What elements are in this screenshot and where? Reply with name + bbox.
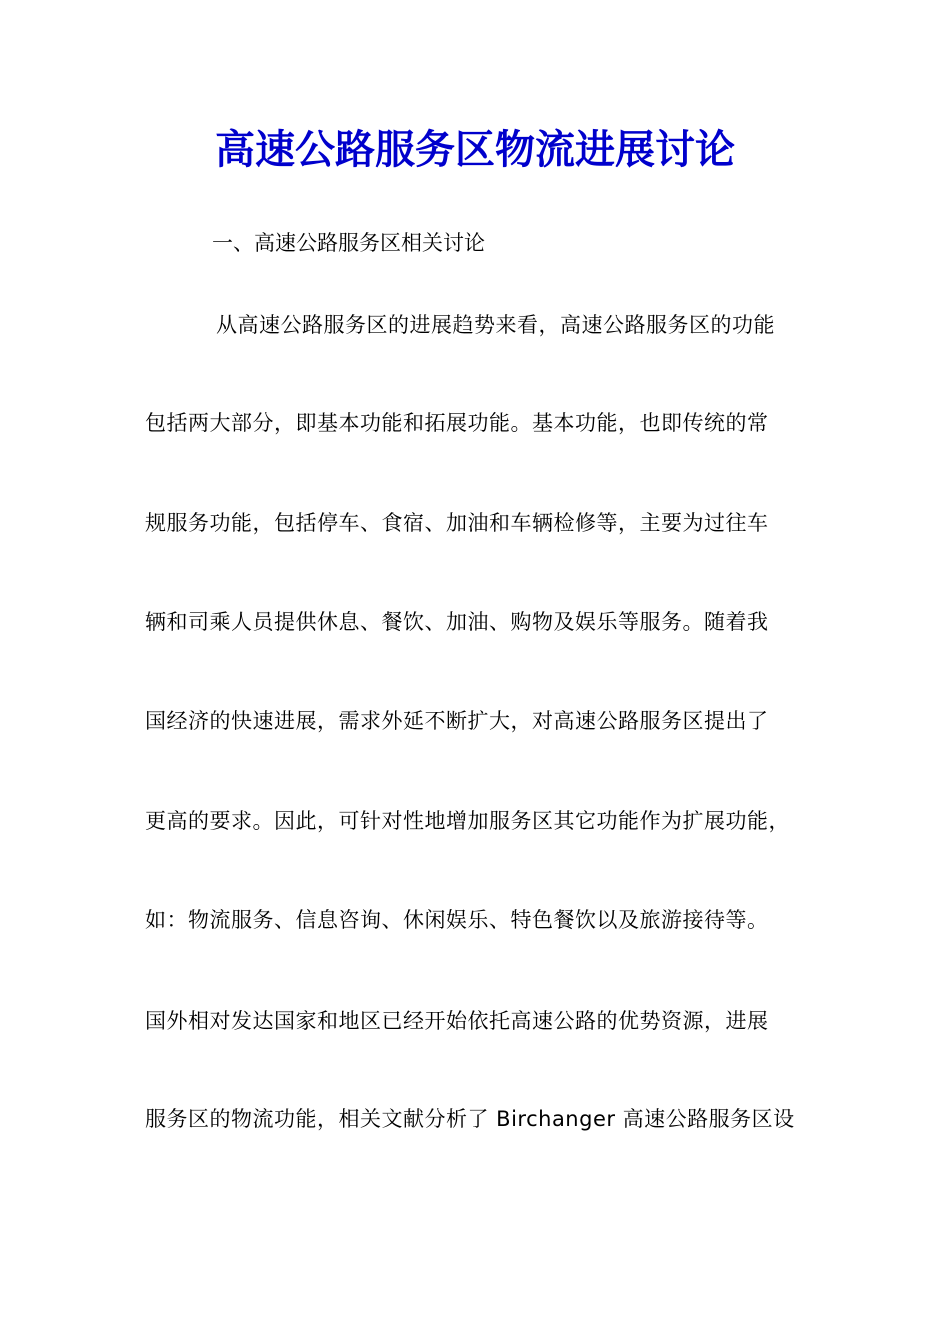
paragraph-line: 如：物流服务、信息咨询、休闲娱乐、特色餐饮以及旅游接待等。: [145, 908, 769, 932]
paragraph-line: 包括两大部分，即基本功能和拓展功能。基本功能，也即传统的常: [145, 411, 769, 435]
paragraph-line: 国经济的快速进展，需求外延不断扩大，对高速公路服务区提出了: [145, 709, 769, 733]
paragraph-line: 规服务功能，包括停车、食宿、加油和车辆检修等，主要为过往车: [145, 511, 769, 535]
section-heading: 一、高速公路服务区相关讨论: [212, 231, 485, 255]
paragraph-line: 辆和司乘人员提供休息、餐饮、加油、购物及娱乐等服务。随着我: [145, 610, 769, 634]
paragraph-line: 从高速公路服务区的进展趋势来看，高速公路服务区的功能: [216, 313, 775, 337]
paragraph-line: 国外相对发达国家和地区已经开始依托高速公路的优势资源，进展: [145, 1009, 769, 1033]
document-title: 高速公路服务区物流进展讨论: [215, 126, 735, 173]
paragraph-line: 服务区的物流功能，相关文献分析了 Birchanger 高速公路服务区设: [145, 1107, 795, 1131]
paragraph-line: 更高的要求。因此，可针对性地增加服务区其它功能作为扩展功能，: [145, 809, 790, 833]
